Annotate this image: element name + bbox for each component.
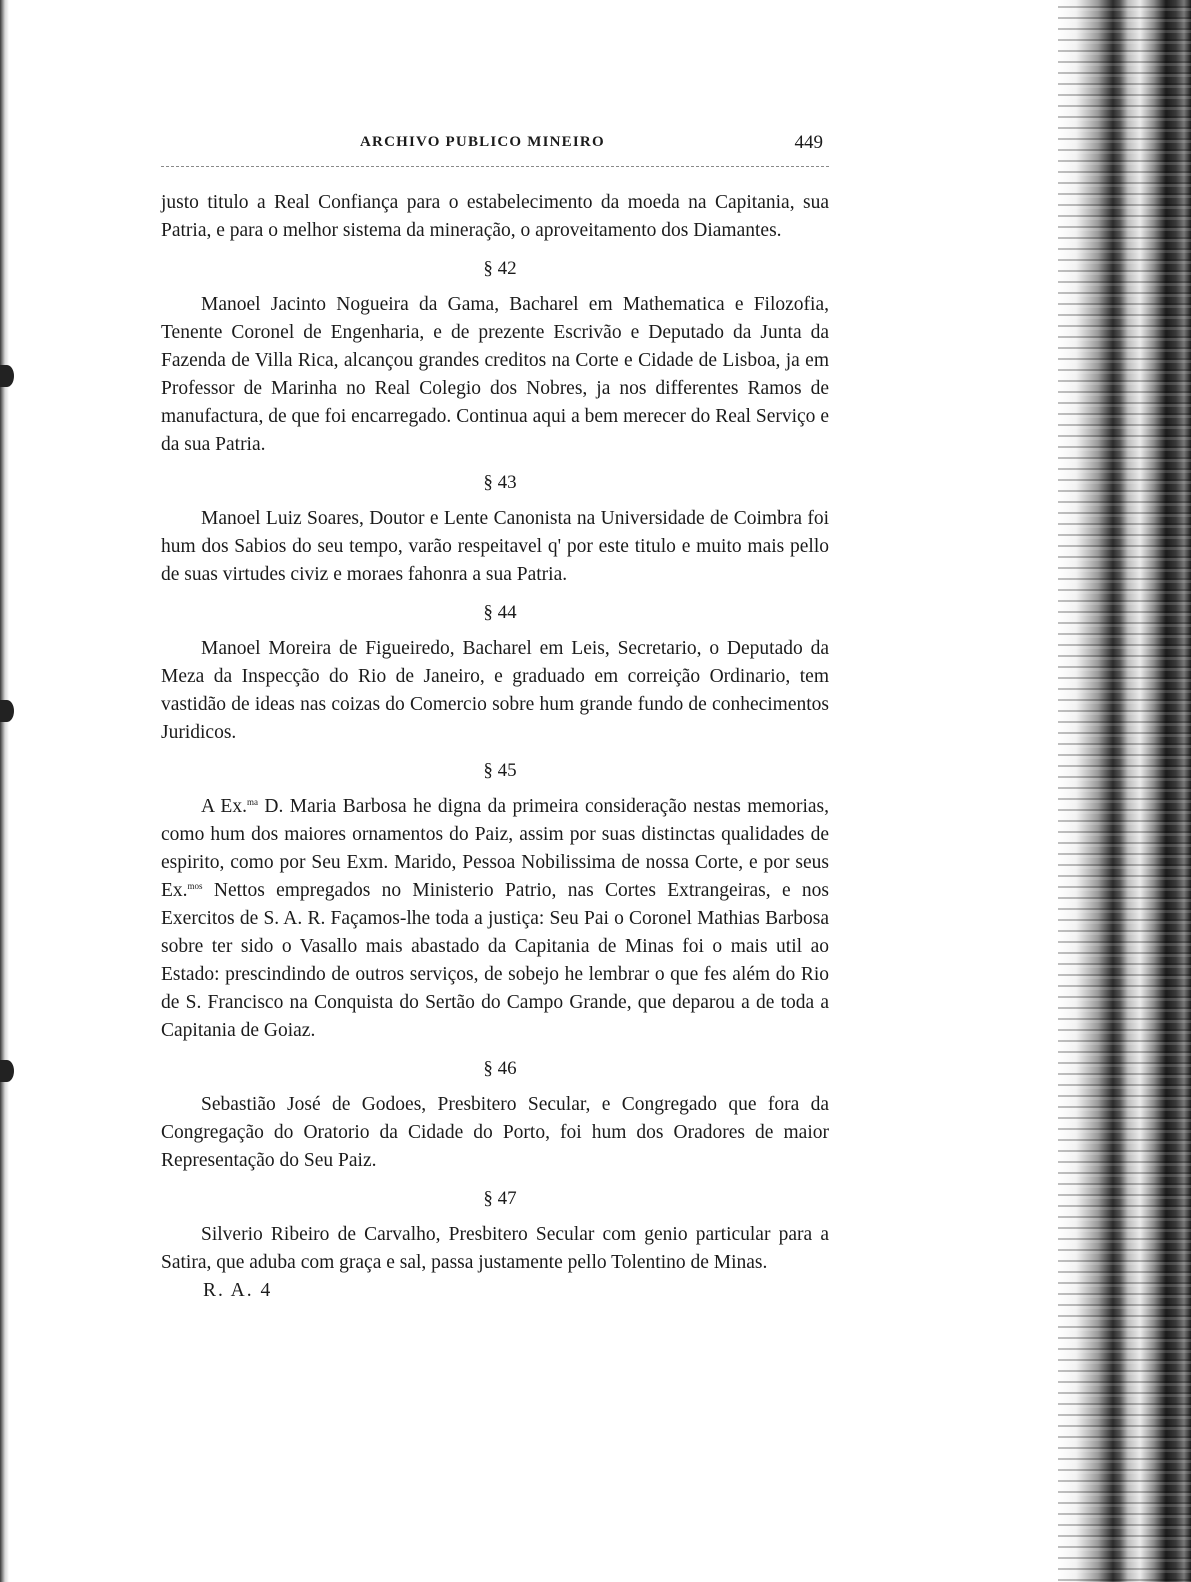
opening-paragraph: justo titulo a Real Confiança para o estabelecimento da moeda na Capitania, sua Patria, e para o melhor sistema da mineração, o aproveitamento dos Diamantes.	[161, 192, 829, 241]
section-paragraph: Manoel Luiz Soares, Doutor e Lente Canonista na Universidade de Coimbra foi hum dos Sabios do seu tempo, varão respeitavel q' por este titulo e muito mais pello de suas virtudes civiz e moraes fahonra a sua Patria.	[161, 508, 829, 585]
section-paragraph: Manoel Moreira de Figueiredo, Bacharel em Leis, Secretario, o Deputado da Meza da Inspecção do Rio de Janeiro, e graduado em correição Ordinario, tem vastidão de ideas nas coizas do Comercio sobre hum grande fundo de conhecimentos Juridicos.	[161, 638, 829, 743]
section-paragraph: Manoel Jacinto Nogueira da Gama, Bacharel em Mathematica e Filozofia, Tenente Coronel de Engenharia, e de prezente Escrivão e Deputado da Junta da Fazenda de Villa Rica, alcançou grandes creditos na Corte e Cidade de Lisboa, ja em Professor de Marinha no Real Colegio dos Nobres, ja nos differentes Ramos de manufactura, de que foi encarregado. Continua aqui a bem merecer do Real Serviço e da sua Patria.	[161, 294, 829, 455]
section-text-part: Nettos empregados no Ministerio Patrio, nas Cortes Extrangeiras, e nos Exercitos de S. A. R. Façamos-lhe toda a justiça: Seu Pai o Coronel Mathias Barbosa sobre ter sido o Vasallo mais abastado da Capitania de Minas foi o mais util ao Estado: prescindindo de outros serviços, de sobejo he lembrar o que fes além do Rio de S. Francisco na Conquista do Sertão do Campo Grande, que deparou a de toda a Capitania de Goiaz.	[161, 880, 829, 1041]
section-number: § 42	[483, 258, 517, 279]
section-paragraph: Sebastião José de Godoes, Presbitero Secular, e Congregado que fora da Congregação do Oratorio da Cidade do Porto, foi hum dos Oradores de maior Representação do Seu Paiz.	[161, 1094, 829, 1171]
section-number: § 46	[483, 1058, 517, 1079]
page-number: 449	[794, 132, 823, 153]
page-header	[161, 132, 829, 160]
book-binding-edge	[1058, 0, 1191, 1582]
section-paragraph: Silverio Ribeiro de Carvalho, Presbitero Secular com genio particular para a Satira, que aduba com graça e sal, passa justamente pello Tolentino de Minas.	[161, 1224, 829, 1273]
superscript-abbrev: mos	[187, 881, 203, 891]
body-text	[161, 189, 829, 1305]
section-number: § 47	[483, 1188, 517, 1209]
section-paragraph	[161, 793, 829, 1045]
superscript-abbrev: ma	[246, 797, 258, 807]
running-title: ARCHIVO PUBLICO MINEIRO	[360, 134, 605, 150]
section-number: § 44	[483, 602, 517, 623]
section-text-part: D. Maria Barbosa he digna da primeira consideração nestas memorias, como hum dos maiores ornamentos do Paiz, assim por suas distinctas qualidades de espirito, como por Seu Exm. Marido, Pessoa Nobilissima de nossa Corte, e por seus Ex.	[161, 796, 829, 901]
section-number: § 45	[483, 760, 517, 781]
signature-mark: R. A. 4	[203, 1280, 273, 1301]
section-number: § 43	[483, 472, 517, 493]
header-rule	[161, 166, 829, 167]
section-text-part: A Ex.	[201, 796, 247, 817]
